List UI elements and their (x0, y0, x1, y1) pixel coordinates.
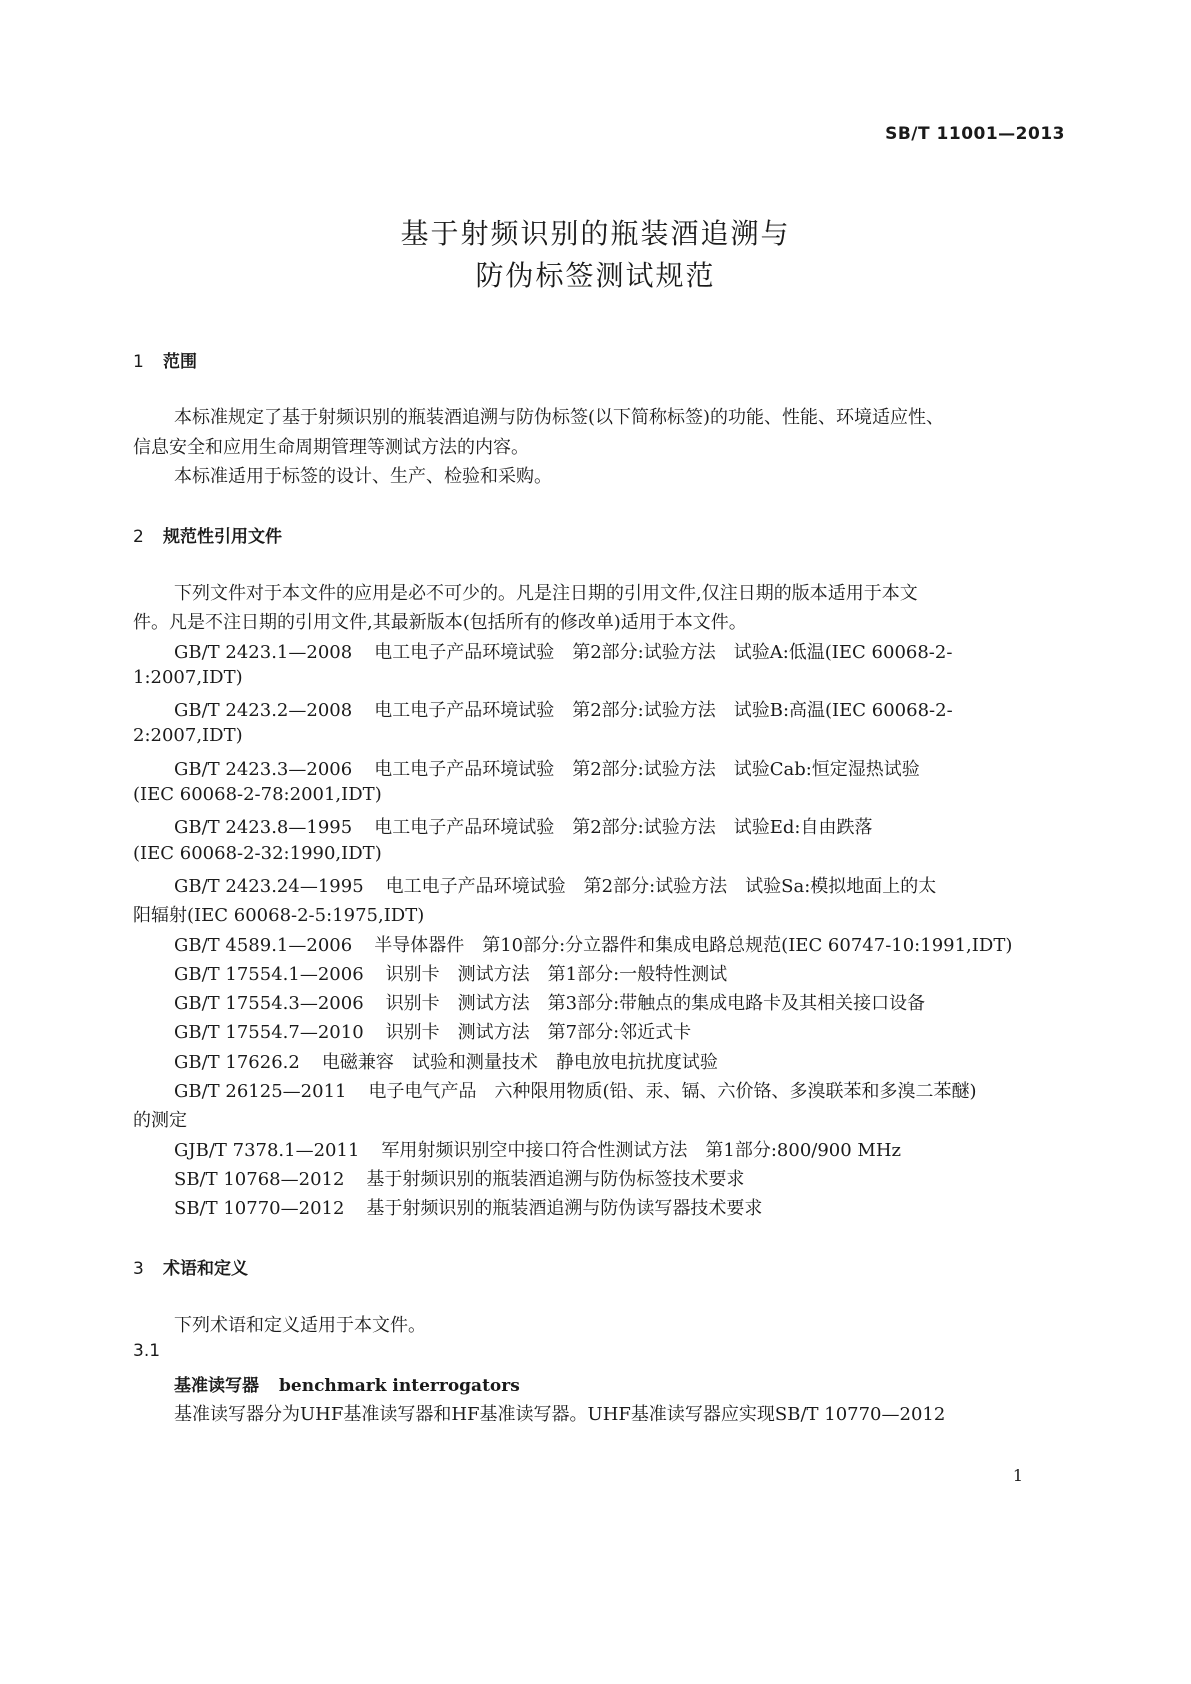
page-number: 1 (1012, 1466, 1023, 1485)
reference-item (174, 1165, 744, 1191)
reference-title: 电工电子产品环境试验 第2部分:试验方法 试验B:高温(IEC 60068-2- (374, 700, 953, 721)
reference-title: 电工电子产品环境试验 第2部分:试验方法 试验Sa:模拟地面上的太 (385, 876, 937, 897)
reference-title: 识别卡 测试方法 第1部分:一般特性测试 (385, 964, 728, 985)
reference-code: GB/T 17554.1—2006 (174, 964, 364, 985)
reference-code: GB/T 4589.1—2006 (174, 935, 353, 956)
reference-item (174, 1048, 718, 1074)
reference-title: 电工电子产品环境试验 第2部分:试验方法 试验Cab:恒定湿热试验 (374, 759, 920, 780)
reference-title: 识别卡 测试方法 第7部分:邻近式卡 (385, 1022, 692, 1043)
reference-continuation: 1:2007,IDT) (133, 667, 243, 688)
reference-title: 基于射频识别的瓶装酒追溯与防伪标签技术要求 (366, 1169, 745, 1190)
reference-continuation: 的测定 (133, 1110, 187, 1131)
reference-item (174, 755, 920, 781)
paragraph-line: 本标准适用于标签的设计、生产、检验和采购。 (174, 466, 552, 487)
reference-item (174, 1136, 901, 1162)
reference-code: SB/T 10770—2012 (174, 1198, 345, 1219)
section-1-heading (133, 347, 197, 372)
reference-code: GB/T 2423.24—1995 (174, 876, 364, 897)
reference-continuation: 2:2007,IDT) (133, 725, 243, 746)
reference-code: GJB/T 7378.1—2011 (174, 1140, 360, 1161)
title-line-2: 防伪标签测试规范 (475, 259, 716, 292)
title-line-1: 基于射频识别的瓶装酒追溯与 (400, 217, 791, 250)
reference-item (174, 1018, 691, 1044)
reference-title: 电工电子产品环境试验 第2部分:试验方法 试验A:低温(IEC 60068-2- (374, 642, 953, 663)
paragraph-line: 下列文件对于本文件的应用是必不可少的。凡是注日期的引用文件,仅注日期的版本适用于本文 (174, 583, 918, 604)
reference-continuation: (IEC 60068-2-32:1990,IDT) (133, 843, 382, 864)
paragraph-line: 本标准规定了基于射频识别的瓶装酒追溯与防伪标签(以下简称标签)的功能、性能、环境适应性、 (174, 407, 945, 428)
reference-item (174, 638, 952, 664)
section-2-heading (133, 522, 282, 547)
reference-continuation: 阳辐射(IEC 60068-2-5:1975,IDT) (133, 905, 425, 926)
term-number: 3.1 (133, 1341, 161, 1361)
reference-code: GB/T 2423.3—2006 (174, 759, 353, 780)
paragraph-line: 下列术语和定义适用于本文件。 (174, 1315, 426, 1336)
section-3-heading (133, 1254, 248, 1279)
reference-item (174, 1194, 762, 1220)
reference-title: 基于射频识别的瓶装酒追溯与防伪读写器技术要求 (366, 1198, 763, 1219)
reference-item (174, 960, 727, 986)
reference-item (174, 1077, 977, 1103)
term-chinese: 基准读写器 (174, 1376, 259, 1396)
paragraph-line: 信息安全和应用生命周期管理等测试方法的内容。 (133, 437, 529, 458)
reference-title: 电磁兼容 试验和测量技术 静电放电抗扰度试验 (321, 1052, 718, 1073)
term-entry (174, 1371, 520, 1396)
reference-item (174, 989, 925, 1015)
reference-code: GB/T 2423.1—2008 (174, 642, 353, 663)
reference-title: 电子电气产品 六种限用物质(铅、汞、镉、六价铬、多溴联苯和多溴二苯醚) (368, 1081, 977, 1102)
paragraph-line: 件。凡是不注日期的引用文件,其最新版本(包括所有的修改单)适用于本文件。 (133, 612, 747, 633)
reference-code: GB/T 26125—2011 (174, 1081, 347, 1102)
section-number: 3 (133, 1259, 144, 1279)
reference-title: 军用射频识别空中接口符合性测试方法 第1部分:800/900 MHz (381, 1140, 902, 1161)
section-number: 1 (133, 352, 144, 372)
reference-code: GB/T 17554.3—2006 (174, 993, 364, 1014)
reference-code: GB/T 2423.8—1995 (174, 817, 353, 838)
reference-item (174, 931, 1012, 957)
reference-title: 电工电子产品环境试验 第2部分:试验方法 试验Ed:自由跌落 (374, 817, 873, 838)
reference-title: 半导体器件 第10部分:分立器件和集成电路总规范(IEC 60747-10:1991,IDT) (374, 935, 1013, 956)
reference-item (174, 696, 953, 722)
reference-continuation: (IEC 60068-2-78:2001,IDT) (133, 784, 382, 805)
term-english: benchmark interrogators (279, 1376, 520, 1396)
reference-code: SB/T 10768—2012 (174, 1169, 345, 1190)
reference-code: GB/T 17554.7—2010 (174, 1022, 364, 1043)
reference-item (174, 872, 936, 898)
reference-code: GB/T 17626.2 (174, 1052, 300, 1073)
section-number: 2 (133, 527, 144, 547)
definition-line: 基准读写器分为UHF基准读写器和HF基准读写器。UHF基准读写器应实现SB/T 10770—2012 (174, 1404, 946, 1425)
reference-item (174, 813, 872, 839)
section-title: 规范性引用文件 (163, 527, 282, 547)
reference-code: GB/T 2423.2—2008 (174, 700, 353, 721)
reference-title: 识别卡 测试方法 第3部分:带触点的集成电路卡及其相关接口设备 (385, 993, 926, 1014)
section-title: 术语和定义 (163, 1259, 248, 1279)
section-title: 范围 (163, 352, 197, 372)
document-code: SB/T 11001—2013 (885, 124, 1065, 144)
